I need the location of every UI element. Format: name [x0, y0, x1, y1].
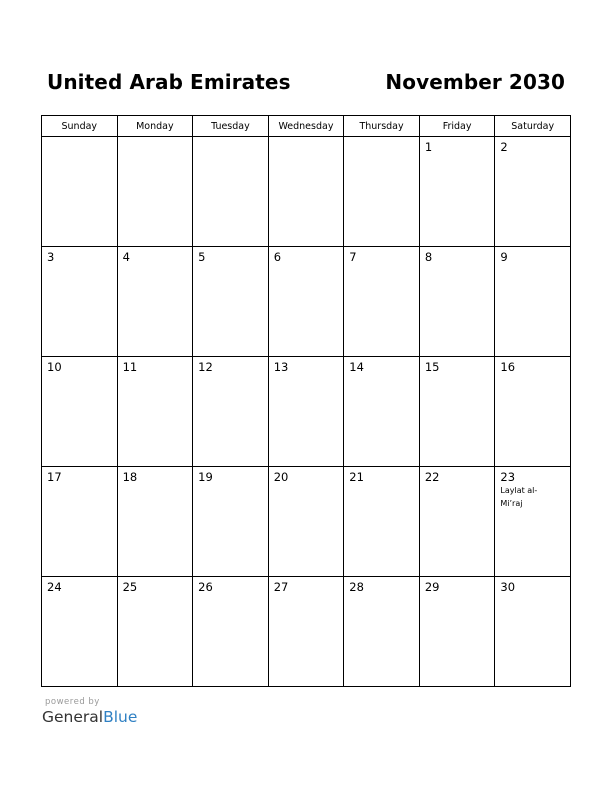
day-cell [268, 357, 344, 467]
day-cell [42, 137, 118, 247]
weekday-header-monday: Monday [117, 116, 193, 137]
day-number: 21 [349, 470, 364, 484]
day-cell [495, 467, 571, 577]
weekday-header-sunday: Sunday [42, 116, 118, 137]
day-cell [193, 247, 269, 357]
day-cell [268, 467, 344, 577]
day-cell [193, 357, 269, 467]
day-cell [193, 137, 269, 247]
day-cell [419, 577, 495, 687]
day-number: 8 [424, 250, 433, 264]
day-cell [117, 467, 193, 577]
day-number: 23 [500, 470, 516, 484]
day-cell [42, 247, 118, 357]
day-number: 22 [424, 470, 440, 484]
day-number [118, 137, 193, 140]
day-number: 12 [198, 360, 213, 374]
day-number: 24 [47, 580, 62, 594]
day-number: 13 [273, 360, 289, 374]
weekday-header-friday: Friday [419, 116, 495, 137]
day-cell [419, 357, 495, 467]
weekday-header-saturday: Saturday [495, 116, 571, 137]
day-number: 9 [500, 250, 508, 264]
day-cell [117, 357, 193, 467]
day-cell [495, 137, 571, 247]
day-number: 10 [47, 360, 62, 374]
holiday-label: Laylat al-Mi’raj [500, 486, 538, 508]
week-row [42, 467, 571, 577]
weekday-header-row [42, 116, 571, 137]
day-number [269, 137, 344, 140]
day-number: 5 [198, 250, 206, 264]
day-cell [268, 577, 344, 687]
week-row [42, 357, 571, 467]
day-cell [344, 357, 420, 467]
day-number: 30 [500, 580, 516, 594]
brand-blue-text: Blue [103, 708, 138, 726]
day-cell [117, 247, 193, 357]
day-cell [268, 247, 344, 357]
day-cell [268, 137, 344, 247]
day-number: 19 [198, 470, 213, 484]
day-cell [344, 577, 420, 687]
day-cell [495, 577, 571, 687]
day-cell [419, 137, 495, 247]
powered-by-label: powered by [45, 697, 100, 707]
day-cell [42, 577, 118, 687]
brand-logo[interactable] [42, 708, 137, 726]
day-cell [495, 357, 571, 467]
day-number [193, 137, 268, 140]
day-number: 16 [500, 360, 516, 374]
day-number: 15 [424, 360, 440, 374]
day-cell [495, 247, 571, 357]
day-number: 2 [500, 140, 508, 154]
day-number [344, 137, 419, 140]
day-cell [193, 467, 269, 577]
day-number: 7 [349, 250, 357, 264]
brand-general-text: General [42, 708, 104, 726]
calendar-grid [41, 115, 571, 687]
day-number: 3 [47, 250, 55, 264]
day-cell [344, 467, 420, 577]
weekday-header-tuesday: Tuesday [193, 116, 269, 137]
day-number: 28 [349, 580, 364, 594]
day-cell [117, 577, 193, 687]
day-number: 26 [198, 580, 213, 594]
weekday-header-wednesday: Wednesday [268, 116, 344, 137]
day-cell [419, 247, 495, 357]
day-number: 20 [273, 470, 289, 484]
day-number: 4 [122, 250, 130, 264]
day-cell [419, 467, 495, 577]
day-number: 6 [273, 250, 282, 264]
day-number: 29 [424, 580, 440, 594]
month-year-title: November 2030 [385, 70, 565, 94]
weekday-header-thursday: Thursday [344, 116, 420, 137]
day-number: 17 [47, 470, 62, 484]
day-cell [344, 247, 420, 357]
day-cell [344, 137, 420, 247]
day-cell [193, 577, 269, 687]
day-number [42, 137, 117, 140]
day-cell [42, 357, 118, 467]
day-number: 27 [273, 580, 289, 594]
day-number: 1 [424, 140, 433, 154]
day-cell [117, 137, 193, 247]
week-row [42, 137, 571, 247]
day-number: 11 [122, 360, 138, 374]
day-number: 25 [122, 580, 138, 594]
day-number: 18 [122, 470, 138, 484]
week-row [42, 247, 571, 357]
week-row [42, 577, 571, 687]
country-title: United Arab Emirates [47, 70, 291, 94]
day-cell [42, 467, 118, 577]
day-number: 14 [349, 360, 364, 374]
